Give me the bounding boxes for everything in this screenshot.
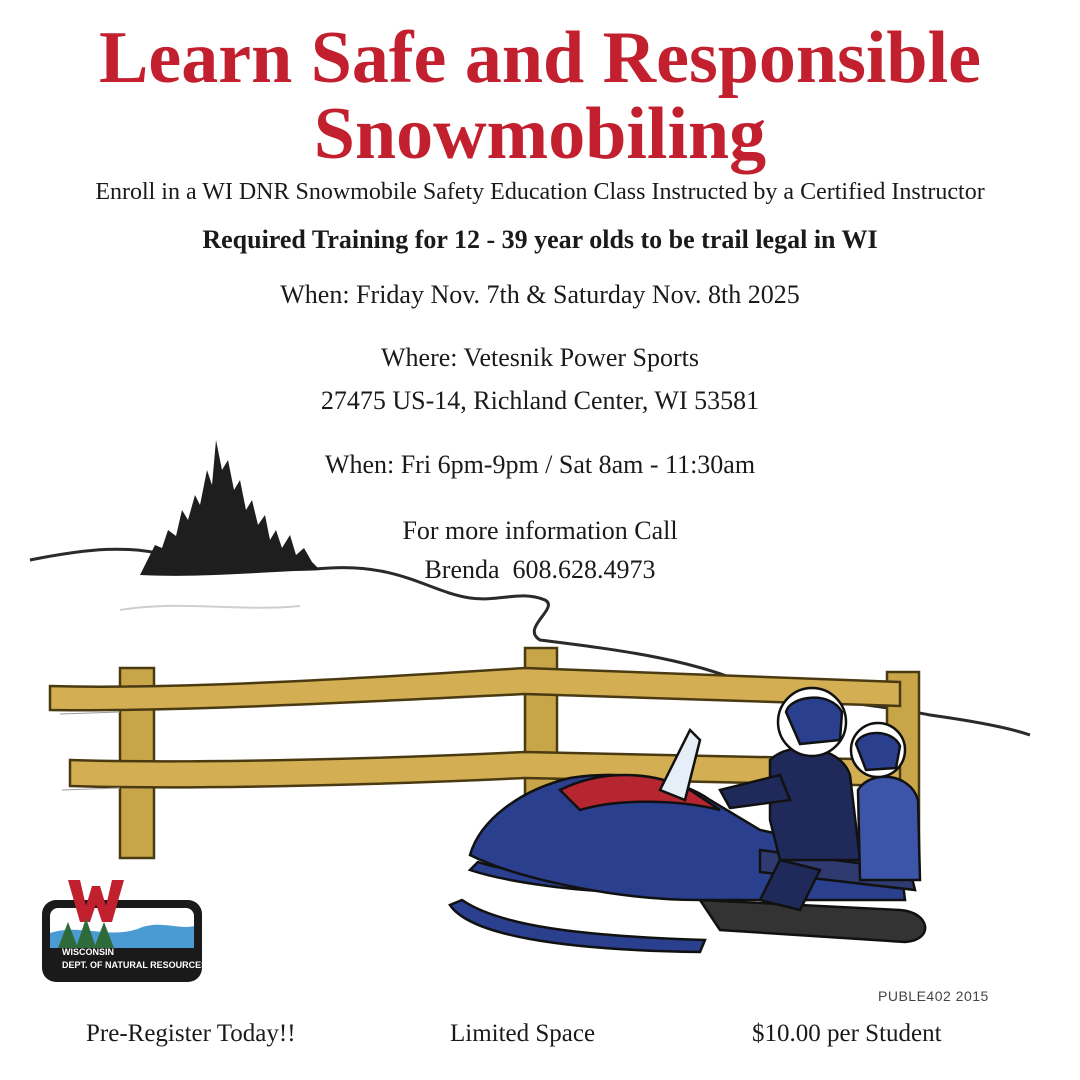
logo-line-wisconsin: WISCONSIN: [62, 947, 115, 957]
title-line-2: Snowmobiling: [313, 93, 767, 175]
required-training-note: Required Training for 12 - 39 year olds to be trail legal in WI: [202, 225, 878, 254]
address: 27475 US-14, Richland Center, WI 53581: [320, 386, 760, 415]
info-contact-phone: Brenda 608.628.4973: [424, 555, 656, 584]
logo-line-dnr: DEPT. OF NATURAL RESOURCES: [62, 960, 208, 970]
subtitle: Enroll in a WI DNR Snowmobile Safety Education Class Instructed by a Certified Instructor: [95, 179, 985, 205]
preregister-text: Pre-Register Today!!: [86, 1020, 296, 1047]
when-dates: When: Friday Nov. 7th & Saturday Nov. 8th 2025: [280, 280, 800, 309]
when-times: When: Fri 6pm-9pm / Sat 8am - 11:30am: [324, 450, 756, 479]
where-location: Where: Vetesnik Power Sports: [381, 343, 699, 372]
title-line-1: Learn Safe and Responsible: [99, 17, 981, 99]
snow-drift-line: [120, 606, 300, 610]
price-text: $10.00 per Student: [752, 1020, 942, 1047]
illustration-code: PUBLE402 2015: [878, 988, 989, 1004]
limited-space-text: Limited Space: [450, 1020, 596, 1047]
info-line-1: For more information Call: [402, 516, 678, 545]
